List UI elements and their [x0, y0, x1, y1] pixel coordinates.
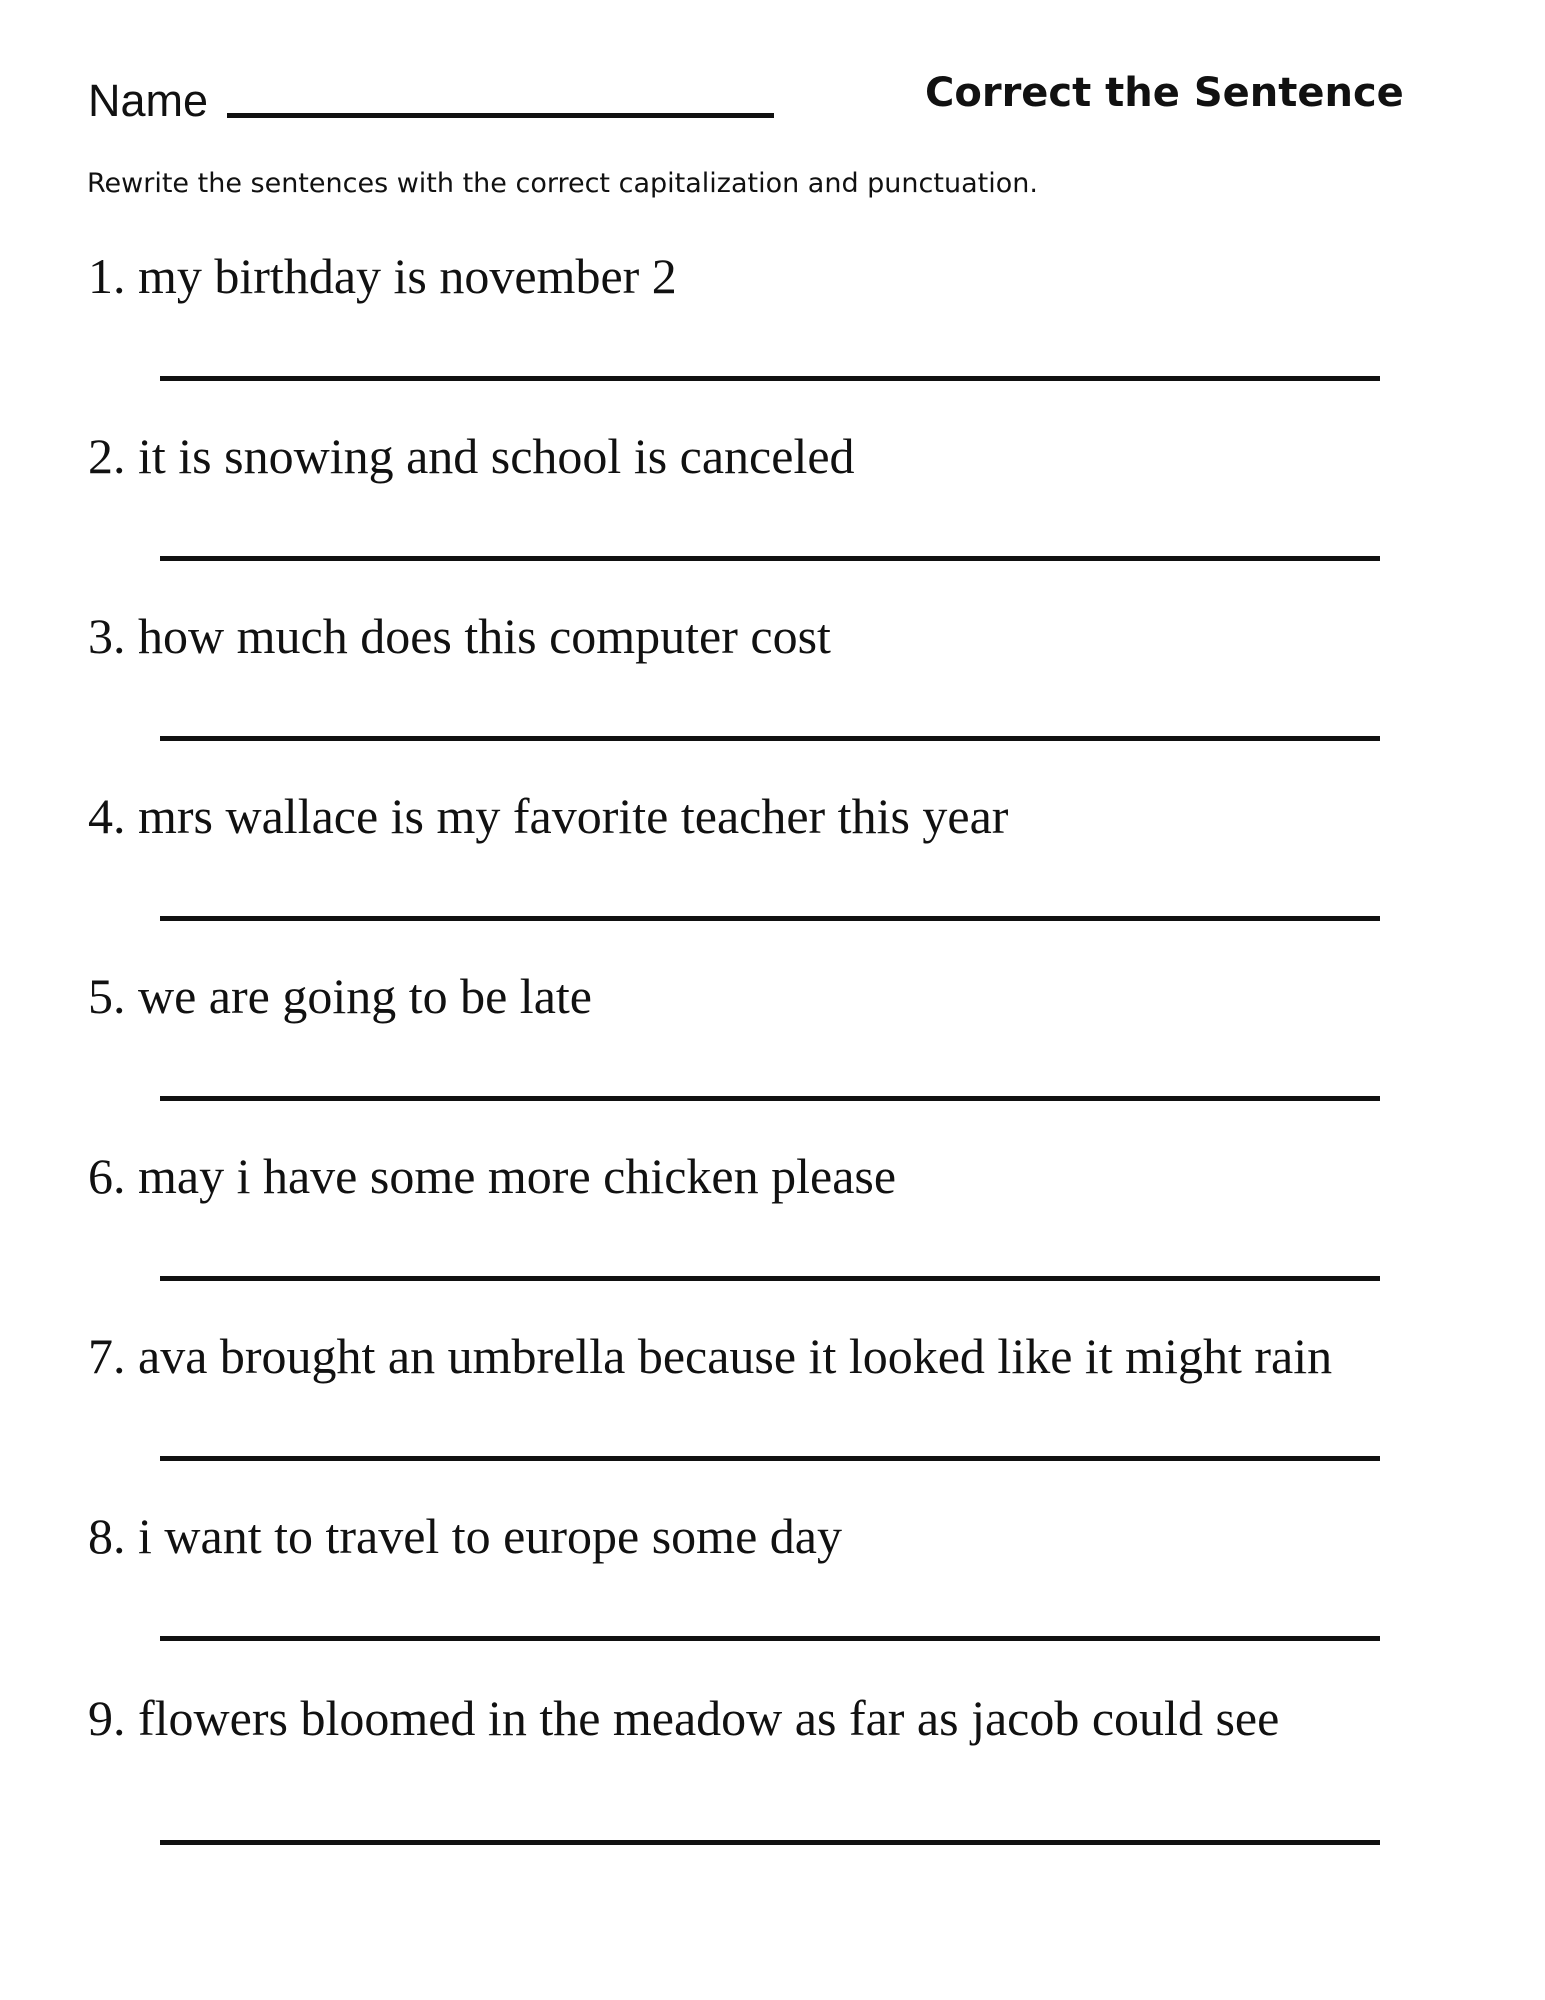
question-2: 2. it is snowing and school is canceled — [88, 428, 855, 484]
answer-line-6[interactable] — [160, 1276, 1380, 1281]
answer-line-4[interactable] — [160, 916, 1380, 921]
question-3: 3. how much does this computer cost — [88, 608, 831, 664]
name-input-line[interactable] — [227, 113, 774, 118]
answer-line-9[interactable] — [160, 1840, 1380, 1845]
answer-line-8[interactable] — [160, 1636, 1380, 1641]
question-7: 7. ava brought an umbrella because it looked like it might rain — [88, 1328, 1333, 1384]
answer-line-7[interactable] — [160, 1456, 1380, 1461]
instructions: Rewrite the sentences with the correct capitalization and punctuation. — [87, 168, 1038, 199]
answer-line-5[interactable] — [160, 1096, 1380, 1101]
answer-line-2[interactable] — [160, 556, 1380, 561]
answer-line-1[interactable] — [160, 376, 1380, 381]
name-label: Name — [88, 75, 209, 126]
question-8: 8. i want to travel to europe some day — [88, 1508, 842, 1564]
question-1: 1. my birthday is november 2 — [88, 248, 677, 304]
question-9: 9. flowers bloomed in the meadow as far as jacob could see — [88, 1690, 1280, 1746]
question-6: 6. may i have some more chicken please — [88, 1148, 897, 1204]
worksheet-title: Correct the Sentence — [925, 70, 1404, 116]
answer-line-3[interactable] — [160, 736, 1380, 741]
question-5: 5. we are going to be late — [88, 968, 592, 1024]
question-4: 4. mrs wallace is my favorite teacher this year — [88, 788, 1009, 844]
